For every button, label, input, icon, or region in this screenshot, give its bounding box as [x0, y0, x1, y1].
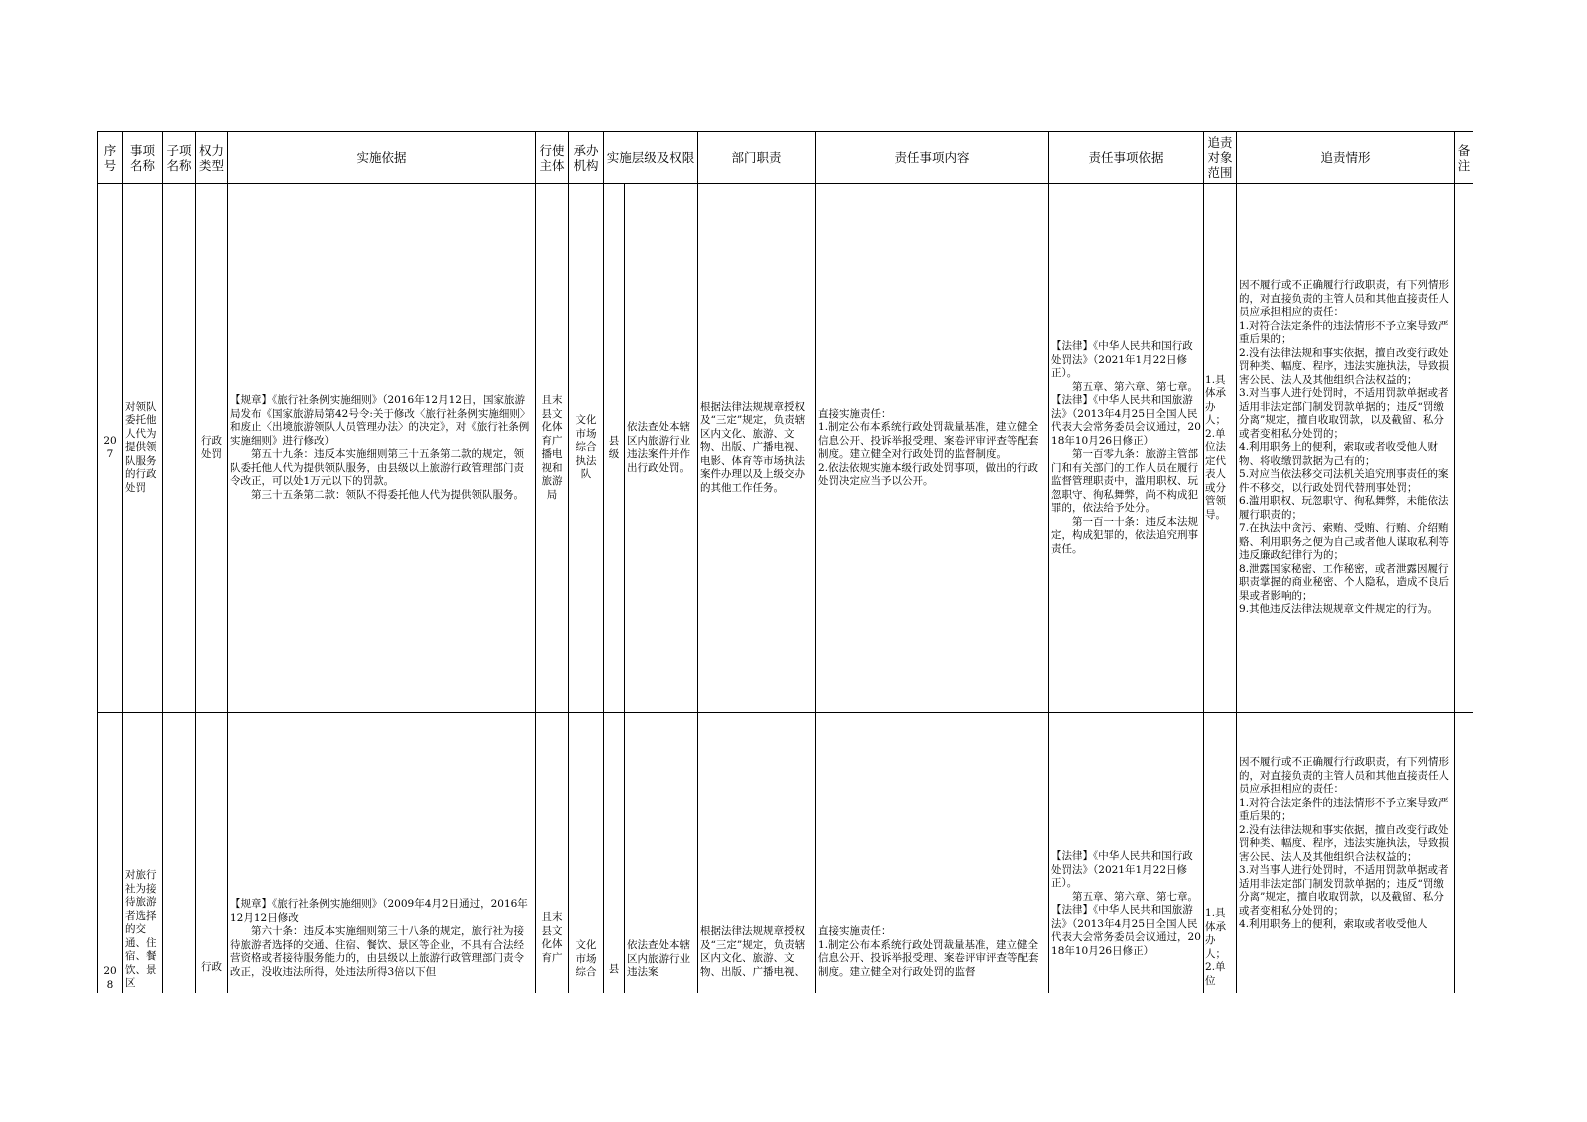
- header-level: 实施层级及权限: [604, 132, 698, 184]
- resp-basis-line: 第一百零九条：旅游主管部门和有关部门的工作人员在履行监督管理职责中，滥用职权、玩忽职守、徇私舞弊，尚不构成犯罪的，依法给予处分。: [1051, 448, 1199, 514]
- cell-remark: [1455, 713, 1473, 994]
- header-subject: 行使主体: [536, 132, 569, 184]
- cell-accountability: [1237, 713, 1455, 994]
- basis-line: 第三十五条第二款：领队不得委托他人代为提供领队服务。: [251, 488, 524, 501]
- cell-basis: [228, 184, 536, 713]
- resp-basis-line: 【法律】《中华人民共和国旅游法》（2013年4月25日全国人民代表大会常务委员会议通过，2018年10月26日修正）: [1051, 394, 1201, 447]
- basis-line: 第六十条：违反本实施细则第三十八条的规定，旅行社为接待旅游者选择的交通、住宿、餐饮、景区等企业，不具有合法经营资格或者接待服务能力的，由县级以上旅游行政管理部门责令改正，没收违法所得，处违法所得3倍以下但: [230, 925, 524, 978]
- table-header-row: [98, 132, 1474, 184]
- cell-power-type: 行政处罚: [196, 184, 228, 713]
- cell-resp-content: [816, 713, 1049, 994]
- cell-item-name: 对领队委托他人代为提供领队服务的行政处罚: [123, 184, 163, 713]
- basis-line: 【规章】《旅行社条例实施细则》（2009年4月2日通过，2016年12月12日修改: [230, 898, 528, 924]
- cell-sub-item: [163, 184, 196, 713]
- header-accountable-scope: 追责对象范围: [1204, 132, 1237, 184]
- table-row: [98, 713, 1474, 994]
- header-organ: 承办机构: [569, 132, 604, 184]
- resp-content-line: 1.制定公布本系统行政处罚裁量基准，建立健全信息公开、投诉举报受理、案卷评审评查等配套制度。建立健全对行政处罚的监督: [818, 938, 1039, 978]
- table-row: [98, 184, 1474, 713]
- header-seq: 序号: [98, 132, 123, 184]
- cell-seq: 208: [98, 713, 123, 994]
- resp-basis-line: 【法律】《中华人民共和国行政处罚法》（2021年1月22日修正）。: [1051, 850, 1193, 889]
- header-accountability: 追责情形: [1237, 132, 1455, 184]
- header-sub-item: 子项名称: [163, 132, 196, 184]
- resp-basis-line: 第五章、第六章、第七章。: [1072, 380, 1199, 393]
- cell-power-type: 行政: [196, 713, 228, 994]
- cell-sub-item: [163, 713, 196, 994]
- cell-basis: [228, 713, 536, 994]
- resp-basis-line: 【法律】《中华人民共和国行政处罚法》（2021年1月22日修正）。: [1051, 340, 1193, 379]
- header-dept-duty: 部门职责: [698, 132, 816, 184]
- resp-content-line: 直接实施责任：: [818, 925, 892, 937]
- accountability-line: 3.对当事人进行处罚时，不适用罚款单据或者适用非法定部门制发罚款单据的；违反“罚缴分离”规定，擅自收取罚款，以及截留、私分或者变相私分处罚的；: [1239, 864, 1449, 917]
- accountability-line: 2.没有法律法规和事实依据，擅自改变行政处罚种类、幅度、程序，违法实施执法，导致损害公民、法人及其他组织合法权益的；: [1239, 346, 1450, 386]
- header-item-name: 事项名称: [123, 132, 163, 184]
- accountability-line: 4.利用职务上的便利，索取或者收受他人财物、将收缴罚款据为己有的；: [1239, 441, 1439, 467]
- cell-accountable-scope: 1.具体承办人；2.单位法定代表人或分管领导。: [1204, 184, 1237, 713]
- cell-item-name: 对旅行社为接待旅游者选择的交通、住宿、餐饮、景区: [123, 713, 163, 994]
- cell-dept-duty: 根据法律法规规章授权及“三定”规定，负责辖区内文化、旅游、文物、出版、广播电视、: [698, 713, 816, 994]
- resp-content-line: 1.制定公布本系统行政处罚裁量基准，建立健全信息公开、投诉举报受理、案卷评审评查等配套制度。建立健全对行政处罚的监督制度。: [818, 421, 1039, 460]
- resp-basis-line: 第一百一十条：违反本法规定，构成犯罪的，依法追究刑事责任。: [1051, 515, 1199, 555]
- accountability-line: 7.在执法中贪污、索贿、受贿、行贿、介绍贿赂、利用职务之便为自己或者他人谋取私利等违反廉政纪律行为的；: [1239, 522, 1450, 562]
- header-power-type: 权力类型: [196, 132, 228, 184]
- cell-accountability: [1237, 184, 1455, 713]
- resp-content-line: 2.依法依规实施本级行政处罚事项，做出的行政处罚决定应当予以公开。: [818, 461, 1039, 487]
- header-resp-basis: 责任事项依据: [1049, 132, 1204, 184]
- header-remark: 备注: [1455, 132, 1473, 184]
- cell-level-desc: 依法查处本辖区内旅游行业违法案件并作出行政处罚。: [625, 184, 698, 713]
- cell-organ: 文化市场综合执法队: [569, 184, 604, 713]
- accountability-line: 6.滥用职权、玩忽职守、徇私舞弊，未能依法履行职责的；: [1239, 495, 1449, 521]
- accountability-line: 3.对当事人进行处罚时，不适用罚款单据或者适用非法定部门制发罚款单据的；违反“罚缴分离”规定，擅自收取罚款，以及截留、私分或者变相私分处罚的；: [1239, 387, 1449, 440]
- basis-line: 第五十九条：违反本实施细则第三十五条第二款的规定，领队委托他人代为提供领队服务，由县级以上旅游行政管理部门责令改正，可以处1万元以下的罚款。: [230, 448, 524, 487]
- cell-resp-basis: [1049, 184, 1204, 713]
- cell-level: 县: [604, 713, 625, 994]
- accountability-line: 1.对符合法定条件的违法情形不予立案导致严重后果的；: [1239, 796, 1449, 822]
- accountability-line: 4.利用职务上的便利，索取或者收受他人: [1239, 918, 1428, 930]
- header-resp-content: 责任事项内容: [816, 132, 1049, 184]
- accountability-line: 2.没有法律法规和事实依据，擅自改变行政处罚种类、幅度、程序，违法实施执法，导致损害公民、法人及其他组织合法权益的；: [1239, 823, 1450, 863]
- cell-resp-basis: [1049, 713, 1204, 994]
- resp-basis-line: 【法律】《中华人民共和国旅游法》（2013年4月25日全国人民代表大会常务委员会议通过，2018年10月26日修正）: [1051, 904, 1201, 957]
- accountability-line: 9.其他违反法律法规规章文件规定的行为。: [1239, 603, 1439, 616]
- cell-seq: 207: [98, 184, 123, 713]
- responsibility-table: [97, 131, 1473, 993]
- cell-dept-duty: 根据法律法规规章授权及“三定”规定，负责辖区内文化、旅游、文物、出版、广播电视、电影、体育等市场执法案件办理以及上级交办的其他工作任务。: [698, 184, 816, 713]
- cell-subject: 且末县文化体育广播电视和旅游局: [536, 184, 569, 713]
- accountability-line: 1.对符合法定条件的违法情形不予立案导致严重后果的；: [1239, 319, 1449, 346]
- accountability-line: 5.对应当依法移交司法机关追究刑事责任的案件不移交，以行政处罚代替刑事处罚；: [1239, 468, 1449, 494]
- cell-level-desc: 依法查处本辖区内旅游行业违法案: [625, 713, 698, 994]
- document-page: [97, 131, 1473, 993]
- cell-subject: 且末县文化体育广: [536, 713, 569, 994]
- accountability-line: 因不履行或不正确履行行政职责，有下列情形的，对直接负责的主管人员和其他直接责任人员应承担相应的责任：: [1239, 756, 1450, 795]
- cell-resp-content: [816, 184, 1049, 713]
- accountability-line: 8.泄露国家秘密、工作秘密，或者泄露因履行职责掌握的商业秘密、个人隐私，造成不良后果或者影响的；: [1239, 562, 1450, 602]
- basis-line: 【规章】《旅行社条例实施细则》（2016年12月12日，国家旅游局发布《国家旅游局第42号令:关于修改〈旅行社条例实施细则〉和废止〈出境旅游领队人员管理办法〉的决定》，对《旅行社条例实施细则》进行修改）: [230, 394, 531, 447]
- cell-remark: [1455, 184, 1473, 713]
- cell-organ: 文化市场综合: [569, 713, 604, 994]
- resp-content-line: 直接实施责任：: [818, 407, 892, 420]
- header-basis: 实施依据: [228, 132, 536, 184]
- cell-accountable-scope: 1.具体承办人；2.单位: [1204, 713, 1237, 994]
- resp-basis-line: 第五章、第六章、第七章。: [1072, 890, 1199, 903]
- accountability-line: 因不履行或不正确履行行政职责，有下列情形的，对直接负责的主管人员和其他直接责任人员应承担相应的责任：: [1239, 279, 1450, 319]
- cell-level: 县级: [604, 184, 625, 713]
